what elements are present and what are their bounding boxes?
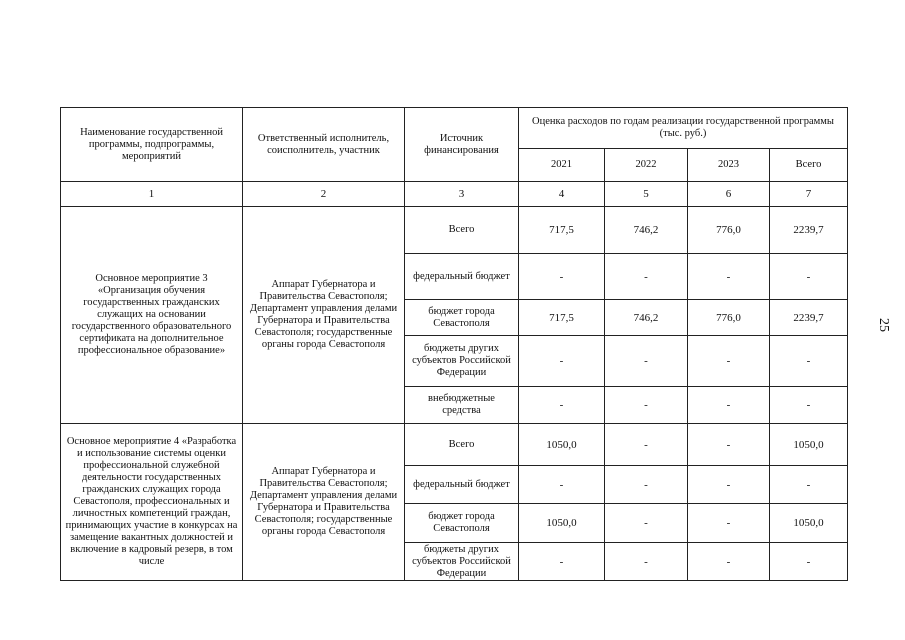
column-number: 7: [770, 182, 848, 207]
funding-source: Всего: [405, 424, 519, 466]
funding-source: федеральный бюджет: [405, 466, 519, 504]
value-cell: -: [605, 336, 688, 387]
column-number: 4: [519, 182, 605, 207]
value-cell: -: [519, 254, 605, 300]
value-cell: -: [688, 543, 770, 581]
header-source: Источник финансирования: [405, 108, 519, 182]
header-year: 2021: [519, 149, 605, 182]
activity-name: Основное мероприятие 4 «Разработка и использование системы оценки профессиональной служебной деятельности государственных гражданских служащих города Севастополя, профессиональных и личностных компетенций граждан, принимающих участие в конкурсах на замещение вакантных должностей и включение в кадровый резерв, в том числе: [61, 424, 243, 581]
value-cell: -: [519, 543, 605, 581]
value-cell: -: [688, 336, 770, 387]
table-row: [61, 207, 848, 254]
value-cell: 1050,0: [770, 424, 848, 466]
column-numbers-row: [61, 182, 848, 207]
column-number: 5: [605, 182, 688, 207]
value-cell: 1050,0: [519, 504, 605, 543]
activity-name: Основное мероприятие 3 «Организация обучения государственных гражданских служащих на основании государственного образовательного сертификата на дополнительное профессиональное образование»: [61, 207, 243, 424]
value-cell: -: [605, 424, 688, 466]
value-cell: -: [770, 336, 848, 387]
value-cell: -: [688, 424, 770, 466]
column-number: 1: [61, 182, 243, 207]
value-cell: -: [770, 387, 848, 424]
header-year: 2023: [688, 149, 770, 182]
value-cell: -: [605, 387, 688, 424]
column-number: 3: [405, 182, 519, 207]
header-year: 2022: [605, 149, 688, 182]
value-cell: 1050,0: [519, 424, 605, 466]
funding-source: бюджеты других субъектов Российской Федерации: [405, 543, 519, 581]
budget-table: [60, 107, 848, 581]
value-cell: -: [605, 254, 688, 300]
header-executor: Ответственный исполнитель, соисполнитель, участник: [243, 108, 405, 182]
column-number: 6: [688, 182, 770, 207]
funding-source: Всего: [405, 207, 519, 254]
value-cell: -: [688, 254, 770, 300]
value-cell: -: [688, 387, 770, 424]
column-number: 2: [243, 182, 405, 207]
header-total: Всего: [770, 149, 848, 182]
header-row: [61, 108, 848, 149]
value-cell: -: [519, 387, 605, 424]
value-cell: -: [605, 504, 688, 543]
funding-source: федеральный бюджет: [405, 254, 519, 300]
value-cell: -: [688, 504, 770, 543]
value-cell: -: [605, 466, 688, 504]
activity-executor: Аппарат Губернатора и Правительства Севастополя; Департамент управления делами Губернатора и Правительства Севастополя; государственные органы города Севастополя: [243, 207, 405, 424]
table-row: [61, 424, 848, 466]
value-cell: 717,5: [519, 300, 605, 336]
value-cell: 746,2: [605, 300, 688, 336]
value-cell: -: [688, 466, 770, 504]
funding-source: бюджет города Севастополя: [405, 504, 519, 543]
value-cell: 776,0: [688, 207, 770, 254]
value-cell: -: [770, 466, 848, 504]
value-cell: 776,0: [688, 300, 770, 336]
funding-source: внебюджетные средства: [405, 387, 519, 424]
value-cell: 2239,7: [770, 207, 848, 254]
header-name: Наименование государственной программы, подпрограммы, мероприятий: [61, 108, 243, 182]
value-cell: -: [519, 336, 605, 387]
value-cell: -: [770, 254, 848, 300]
page-number: 25: [876, 318, 891, 332]
value-cell: -: [605, 543, 688, 581]
value-cell: 1050,0: [770, 504, 848, 543]
header-estimate: Оценка расходов по годам реализации государственной программы (тыс. руб.): [519, 108, 848, 149]
value-cell: 2239,7: [770, 300, 848, 336]
activity-executor: Аппарат Губернатора и Правительства Севастополя; Департамент управления делами Губернатора и Правительства Севастополя; государственные органы города Севастополя: [243, 424, 405, 581]
value-cell: 717,5: [519, 207, 605, 254]
funding-source: бюджеты других субъектов Российской Федерации: [405, 336, 519, 387]
value-cell: -: [770, 543, 848, 581]
value-cell: 746,2: [605, 207, 688, 254]
value-cell: -: [519, 466, 605, 504]
funding-source: бюджет города Севастополя: [405, 300, 519, 336]
